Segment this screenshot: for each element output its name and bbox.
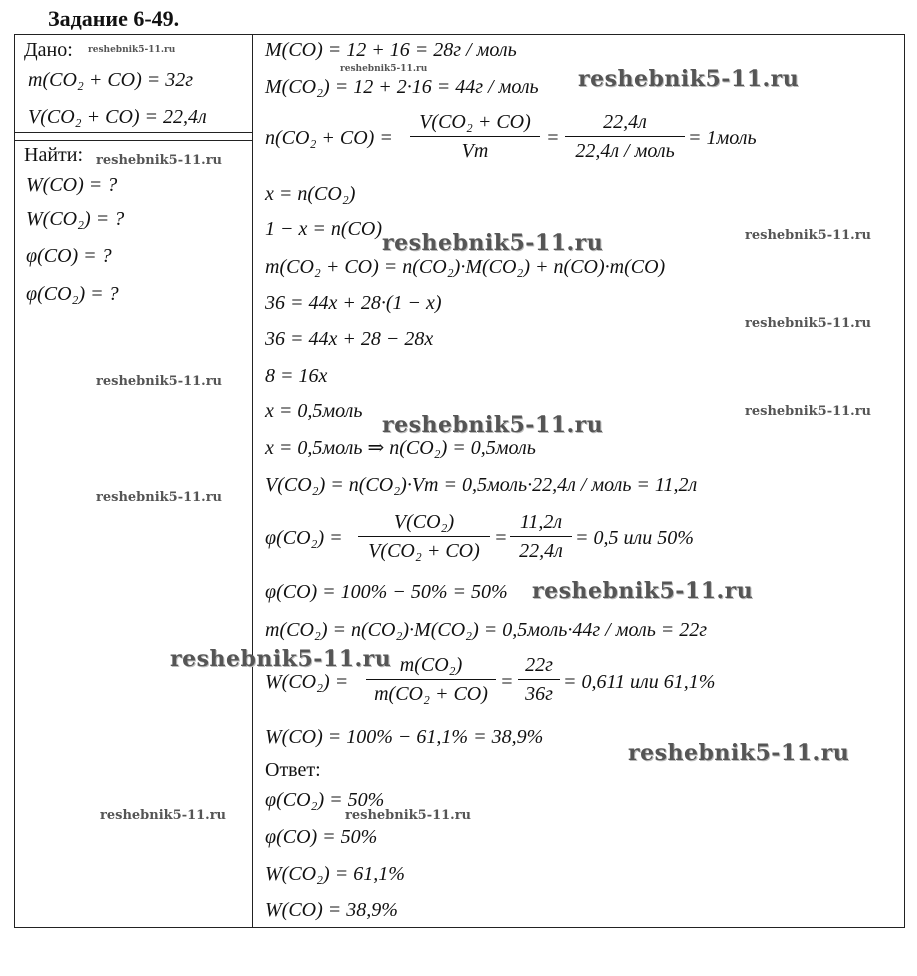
watermark: reshebnik5-11.ru xyxy=(578,66,800,92)
fraction xyxy=(510,512,572,561)
find-item: W(CO₂) = ? xyxy=(26,208,125,230)
watermark: reshebnik5-11.ru xyxy=(100,808,227,823)
answer-item: φ(CO₂) = 50% xyxy=(265,789,385,811)
fraction xyxy=(410,112,540,161)
watermark: reshebnik5-11.ru xyxy=(88,45,176,55)
column-divider xyxy=(252,34,253,928)
numerator: V(CO₂) xyxy=(393,511,455,533)
given-item: V(CO₂ + CO) = 22,4л xyxy=(28,106,207,128)
fraction xyxy=(358,512,490,561)
solution-line: x = n(CO₂) xyxy=(265,183,356,205)
solution-line: φ(CO₂) = xyxy=(265,527,343,549)
result: = 0,611 или 61,1% xyxy=(563,671,716,693)
find-item: φ(CO₂) = ? xyxy=(26,283,119,305)
numerator: V(CO₂ + CO) xyxy=(419,111,531,133)
given-item: m(CO₂ + CO) = 32г xyxy=(28,69,194,91)
watermark: reshebnik5-11.ru xyxy=(96,153,223,168)
find-item: φ(CO) = ? xyxy=(26,245,112,267)
fraction-bar xyxy=(518,679,560,680)
find-item: W(CO) = ? xyxy=(26,174,118,196)
given-label: Дано: xyxy=(24,39,73,61)
equals-sign: = xyxy=(500,671,514,693)
fraction-bar xyxy=(410,136,540,137)
solution-line: x = 0,5моль ⇒ n(CO₂) = 0,5моль xyxy=(265,437,536,459)
denominator: 36г xyxy=(525,683,553,705)
solution-line: 36 = 44x + 28·(1 − x) xyxy=(265,292,442,314)
solution-line: 8 = 16x xyxy=(265,365,328,387)
fraction-bar xyxy=(366,679,496,680)
given-find-divider xyxy=(14,132,253,133)
solution-line: m(CO₂ + CO) = n(CO₂)·M(CO₂) + n(CO)·m(CO) xyxy=(265,256,666,278)
denominator: 22,4л xyxy=(519,540,563,562)
solution-line: W(CO) = 100% − 61,1% = 38,9% xyxy=(265,726,544,748)
solution-line: 1 − x = n(CO) xyxy=(265,218,382,240)
denominator: m(CO₂ + CO) xyxy=(374,683,488,705)
numerator: 22,4л xyxy=(603,111,647,133)
solution-line: m(CO₂) = n(CO₂)·M(CO₂) = 0,5моль·44г / моль = 22г xyxy=(265,619,708,641)
fraction xyxy=(518,655,560,704)
denominator: 22,4л / моль xyxy=(575,140,675,162)
solution-line: M(CO) = 12 + 16 = 28г / моль xyxy=(265,39,517,61)
watermark: reshebnik5-11.ru xyxy=(96,490,223,505)
denominator: V(CO₂ + CO) xyxy=(368,540,480,562)
result: = 0,5 или 50% xyxy=(575,527,694,549)
solution-line: M(CO₂) = 12 + 2·16 = 44г / моль xyxy=(265,76,539,98)
watermark: reshebnik5-11.ru xyxy=(745,228,872,243)
answer-item: W(CO) = 38,9% xyxy=(265,899,398,921)
watermark: reshebnik5-11.ru xyxy=(628,740,850,766)
equals-sign: = xyxy=(546,127,560,149)
solution-line: x = 0,5моль xyxy=(265,400,363,422)
answer-item: W(CO₂) = 61,1% xyxy=(265,863,405,885)
answer-label: Ответ: xyxy=(265,759,321,781)
denominator: Vm xyxy=(461,140,489,162)
solution-line: V(CO₂) = n(CO₂)·Vm = 0,5моль·22,4л / моль = 11,2л xyxy=(265,474,698,496)
find-label: Найти: xyxy=(24,144,84,166)
numerator: 11,2л xyxy=(519,511,563,533)
solution-line: n(CO₂ + CO) = xyxy=(265,127,393,149)
equals-sign: = xyxy=(494,527,508,549)
watermark: reshebnik5-11.ru xyxy=(382,412,604,438)
numerator: 22г xyxy=(525,654,553,676)
watermark: reshebnik5-11.ru xyxy=(345,808,472,823)
fraction-bar xyxy=(510,536,572,537)
solution-line: 36 = 44x + 28 − 28x xyxy=(265,328,434,350)
fraction xyxy=(565,112,685,161)
watermark: reshebnik5-11.ru xyxy=(340,64,428,74)
watermark: reshebnik5-11.ru xyxy=(745,316,872,331)
watermark: reshebnik5-11.ru xyxy=(170,646,392,672)
fraction-bar xyxy=(358,536,490,537)
fraction-bar xyxy=(565,136,685,137)
answer-item: φ(CO) = 50% xyxy=(265,826,378,848)
solution-line: W(CO₂) = xyxy=(265,671,349,693)
watermark: reshebnik5-11.ru xyxy=(382,230,604,256)
given-find-divider-2 xyxy=(14,140,253,141)
result: = 1моль xyxy=(688,127,757,149)
watermark: reshebnik5-11.ru xyxy=(532,578,754,604)
solution-line: φ(CO) = 100% − 50% = 50% xyxy=(265,581,508,603)
numerator: m(CO₂) xyxy=(399,654,463,676)
watermark: reshebnik5-11.ru xyxy=(745,404,872,419)
watermark: reshebnik5-11.ru xyxy=(96,374,223,389)
task-title: Задание 6-49. xyxy=(48,6,180,31)
